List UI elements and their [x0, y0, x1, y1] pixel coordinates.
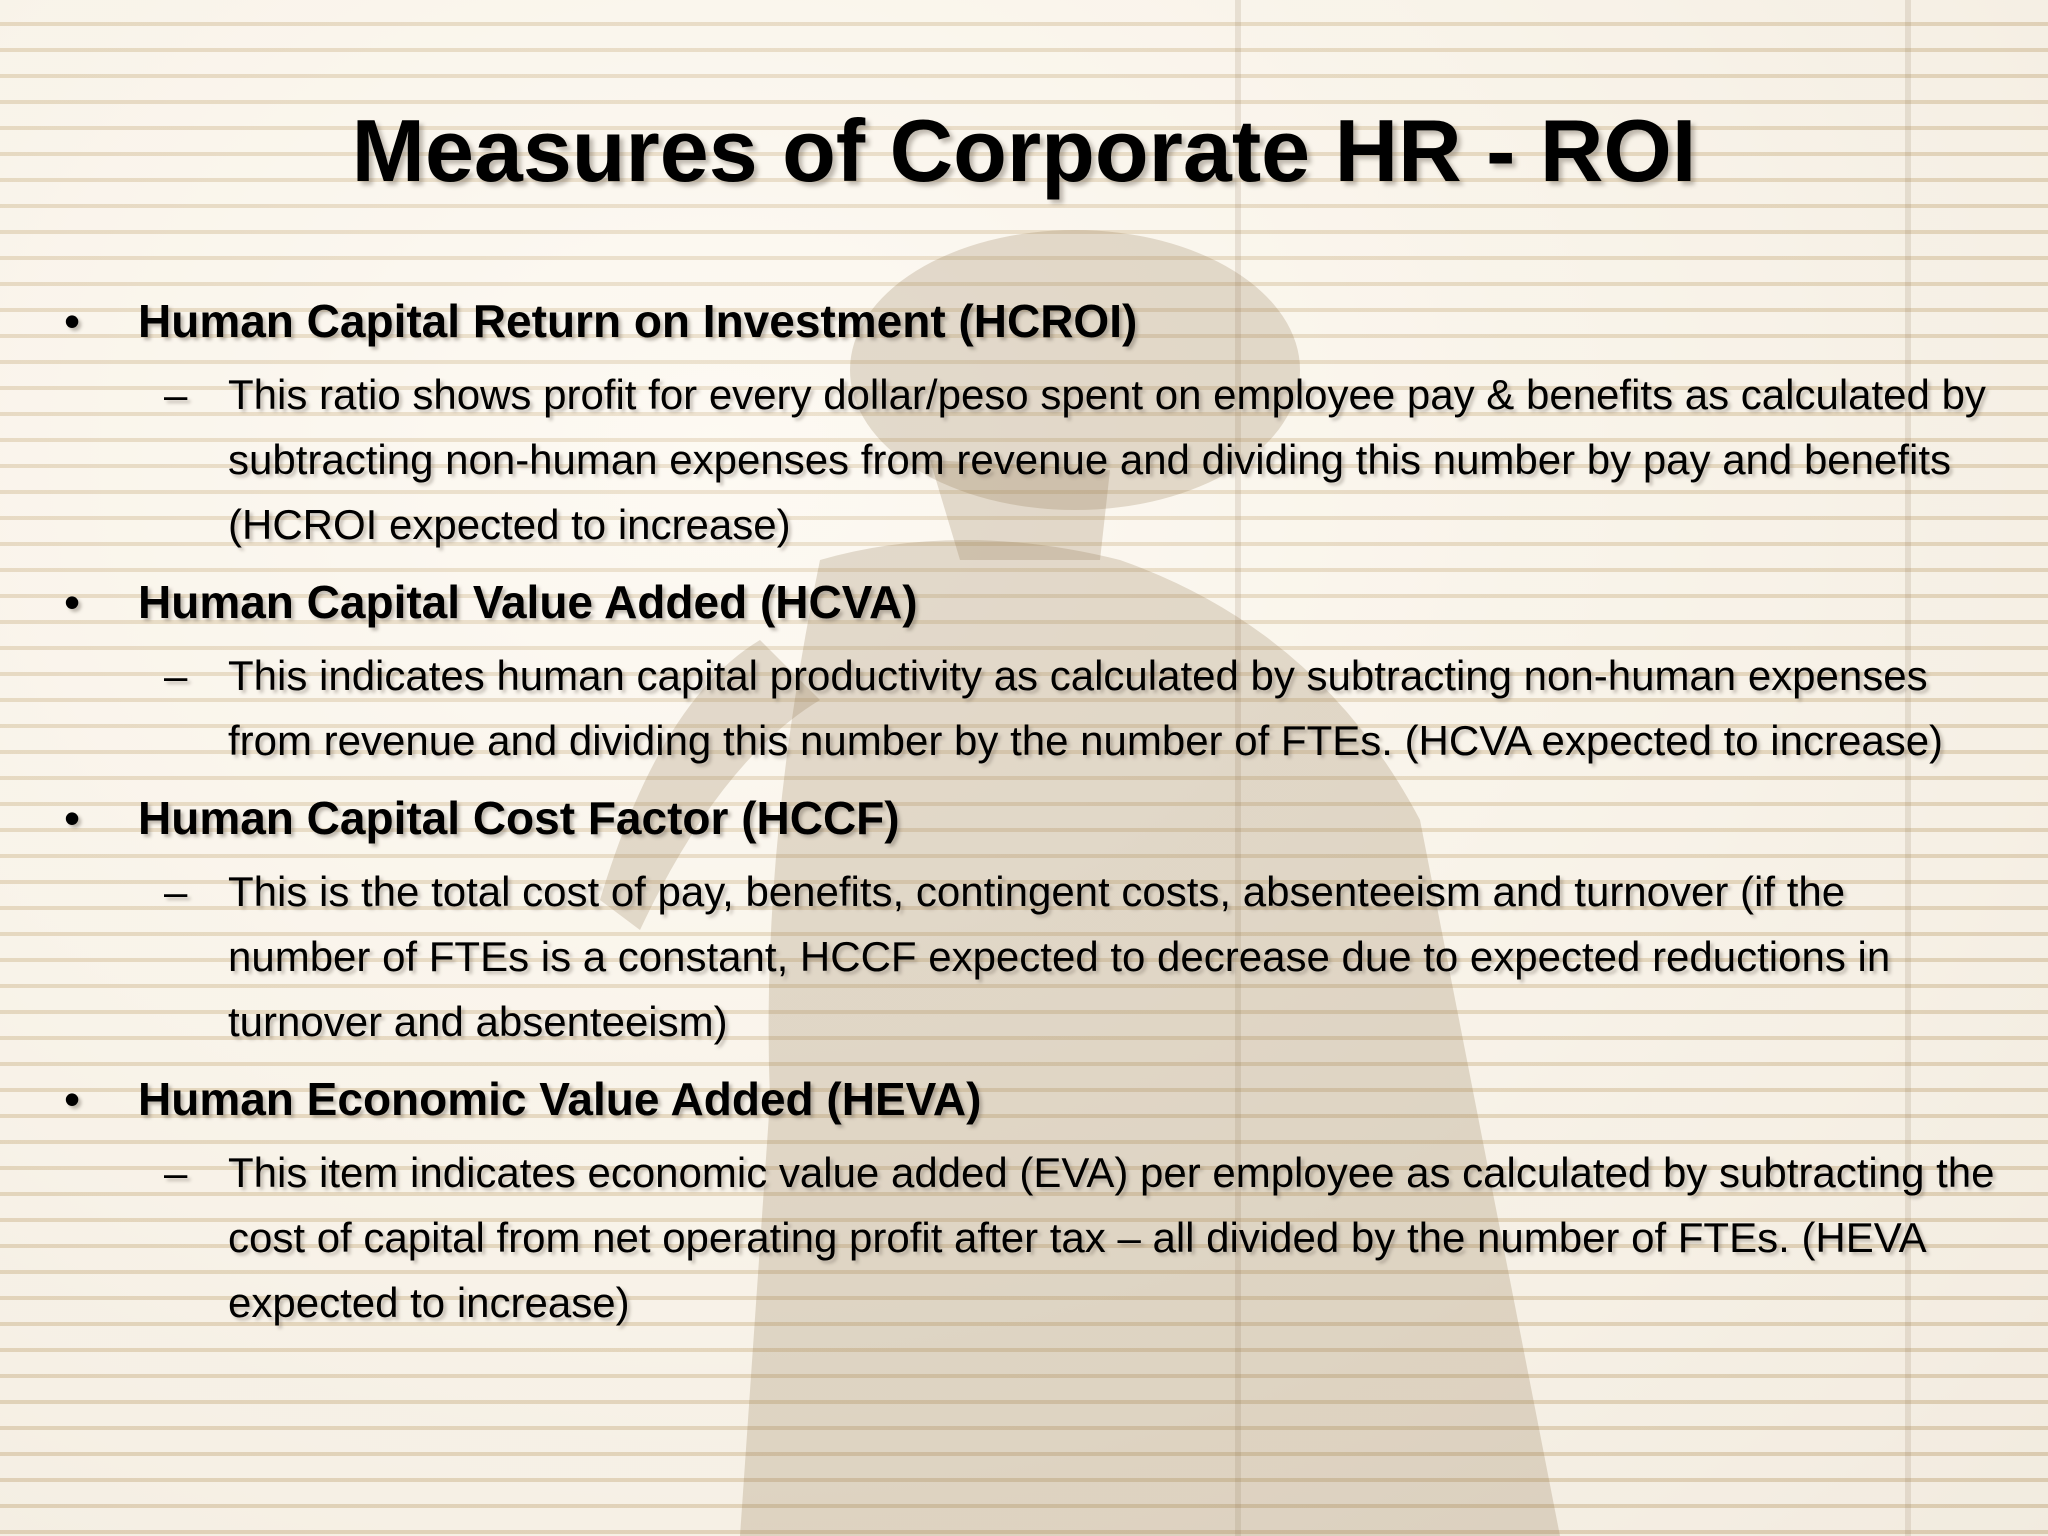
bullet-item-hcroi: [58, 288, 1998, 354]
bullet-icon: •: [64, 576, 81, 628]
bullet-heading: Human Economic Value Added (HEVA): [138, 1073, 982, 1125]
bullet-heading: Human Capital Cost Factor (HCCF): [138, 792, 900, 844]
bullet-item-hccf: [58, 785, 1998, 851]
bullet-heading: Human Capital Return on Investment (HCROI): [138, 295, 1138, 347]
dash-icon: –: [164, 652, 188, 699]
bullet-icon: •: [64, 295, 81, 347]
sub-item-text: This is the total cost of pay, benefits, contingent costs, absenteeism and turnover (if the number of FTEs is a constant, HCCF expected to decrease due to expected reductions in turnover and absenteeism): [228, 868, 1891, 1045]
bullet-icon: •: [64, 1073, 81, 1125]
dash-icon: –: [164, 1149, 188, 1196]
bullet-item-heva: [58, 1066, 1998, 1132]
sub-item-hcroi: [58, 362, 1998, 557]
sub-item-hcva: [58, 643, 1998, 773]
bullet-item-hcva: [58, 569, 1998, 635]
dash-icon: –: [164, 371, 188, 418]
slide-title: Measures of Corporate HR - ROI: [351, 101, 1697, 200]
sub-item-text: This ratio shows profit for every dollar/peso spent on employee pay & benefits as calculated by subtracting non-human expenses from revenue and dividing this number by pay and benefits (HCROI expected to increase): [228, 371, 1986, 548]
sub-item-text: This indicates human capital productivity as calculated by subtracting non-human expenses from revenue and dividing this number by the number of FTEs. (HCVA expected to increase): [228, 652, 1944, 764]
dash-icon: –: [164, 868, 188, 915]
bullet-list: [58, 288, 1998, 1347]
sub-item-heva: [58, 1140, 1998, 1335]
bullet-icon: •: [64, 792, 81, 844]
bullet-heading: Human Capital Value Added (HCVA): [138, 576, 918, 628]
sub-item-hccf: [58, 859, 1998, 1054]
sub-item-text: This item indicates economic value added (EVA) per employee as calculated by subtracting the cost of capital from net operating profit after tax – all divided by the number of FTEs. (HEVA expected to increase): [228, 1149, 1995, 1326]
